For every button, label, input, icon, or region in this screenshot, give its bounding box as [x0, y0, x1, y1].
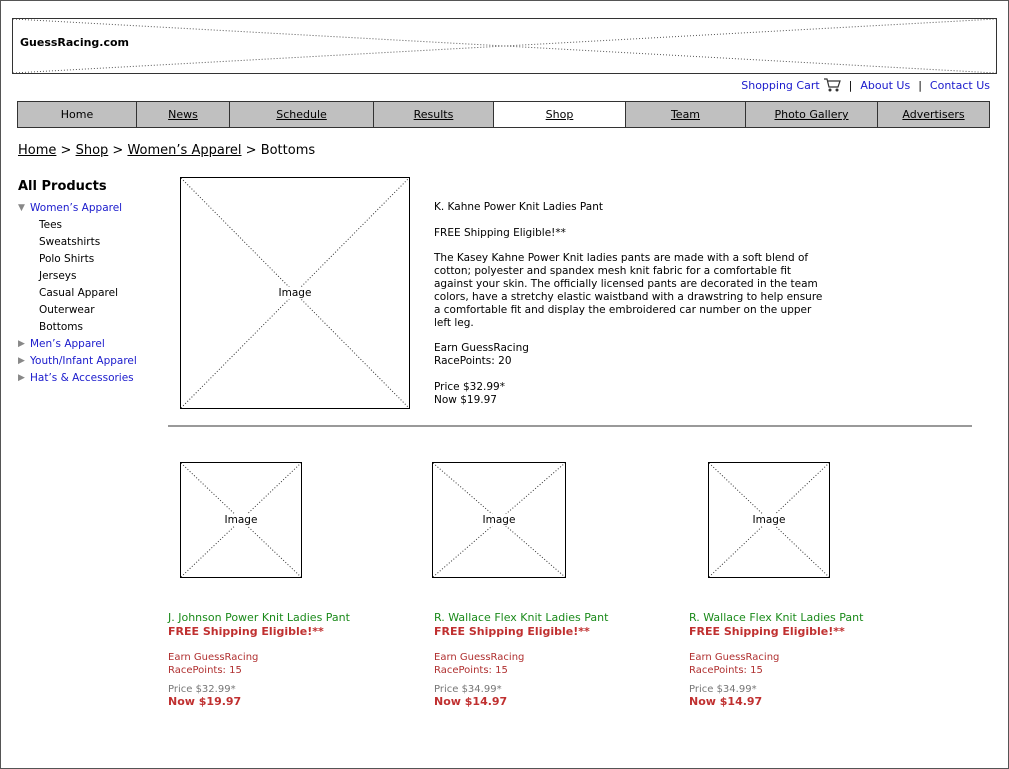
separator: |	[918, 78, 922, 92]
sidebar-link-hats-accessories[interactable]: Hat’s & Accessories	[30, 371, 134, 384]
breadcrumb-shop[interactable]: Shop	[75, 143, 109, 158]
featured-now-price: Now $19.97	[434, 394, 497, 406]
banner-placeholder-x	[13, 19, 996, 73]
product-points: Earn GuessRacing RacePoints: 15	[168, 652, 259, 676]
nav-tab-shop[interactable]: Shop	[494, 102, 626, 127]
product-shipping: FREE Shipping Eligible!**	[434, 625, 590, 638]
sidebar-subitem-casual-apparel[interactable]: Casual Apparel	[39, 286, 118, 299]
product-price: Price $34.99*	[689, 684, 757, 695]
triangle-right-icon[interactable]: ▶	[18, 372, 25, 383]
breadcrumb-home[interactable]: Home	[18, 143, 57, 158]
triangle-right-icon[interactable]: ▶	[18, 338, 25, 349]
separator: |	[848, 78, 853, 92]
contact-us-link[interactable]: Contact Us	[929, 78, 990, 92]
featured-points-link-line2[interactable]: RacePoints: 20	[434, 355, 512, 367]
product-points: Earn GuessRacing RacePoints: 15	[434, 652, 525, 676]
breadcrumb-separator: >	[245, 143, 257, 158]
triangle-down-icon[interactable]: ▼	[18, 202, 25, 213]
breadcrumb-current: Bottoms	[260, 143, 316, 158]
featured-price: Price $32.99*	[434, 381, 505, 393]
site-logo-text[interactable]: GuessRacing.com	[20, 36, 130, 49]
triangle-right-icon[interactable]: ▶	[18, 355, 25, 366]
nav-tab-team[interactable]: Team	[626, 102, 746, 127]
product-card	[434, 611, 608, 708]
sidebar-link-youth-infant-apparel[interactable]: Youth/Infant Apparel	[30, 354, 137, 367]
product-card	[168, 611, 350, 708]
breadcrumb-separator: >	[60, 143, 72, 158]
sidebar-subitem-polo-shirts[interactable]: Polo Shirts	[39, 252, 95, 265]
sidebar-item-womens-apparel[interactable]	[18, 199, 137, 216]
product-image[interactable]	[432, 462, 566, 578]
sidebar-subitem-outerwear[interactable]: Outerwear	[39, 303, 95, 316]
product-name[interactable]: R. Wallace Flex Knit Ladies Pant	[434, 611, 609, 624]
main-nav	[17, 101, 990, 128]
nav-tab-advertisers[interactable]: Advertisers	[878, 102, 989, 127]
sidebar-item-hats-accessories[interactable]	[18, 369, 137, 386]
nav-tab-schedule[interactable]: Schedule	[230, 102, 374, 127]
category-sidebar	[18, 179, 137, 386]
product-shipping: FREE Shipping Eligible!**	[689, 625, 845, 638]
product-name[interactable]: R. Wallace Flex Knit Ladies Pant	[689, 611, 864, 624]
nav-tab-results[interactable]: Results	[374, 102, 494, 127]
image-label: Image	[752, 514, 786, 526]
featured-product-name[interactable]: K. Kahne Power Knit Ladies Pant	[434, 201, 603, 213]
divider	[168, 425, 972, 427]
breadcrumb-separator: >	[112, 143, 124, 158]
product-now-price: Now $14.97	[689, 695, 763, 708]
featured-shipping: FREE Shipping Eligible!**	[434, 227, 566, 239]
sidebar-subitem-bottoms[interactable]: Bottoms	[39, 320, 83, 333]
sidebar-link-womens-apparel[interactable]: Women’s Apparel	[30, 201, 123, 214]
product-name[interactable]: J. Johnson Power Knit Ladies Pant	[168, 611, 350, 624]
featured-points-link-line1[interactable]: Earn GuessRacing	[434, 342, 529, 354]
nav-tab-photo-gallery[interactable]: Photo Gallery	[746, 102, 878, 127]
sidebar-subitem-sweatshirts[interactable]: Sweatshirts	[39, 235, 101, 248]
product-now-price: Now $19.97	[168, 695, 242, 708]
breadcrumb	[18, 143, 315, 158]
shopping-cart-label: Shopping Cart	[741, 78, 820, 92]
product-price: Price $32.99*	[168, 684, 236, 695]
shopping-cart-icon	[823, 77, 841, 93]
featured-description: The Kasey Kahne Power Knit ladies pants are made with a soft blend of cotton; polyester and spandex mesh knit fabric for a comfortable fit against your skin. The officially licensed pants are decorated in the team colors, have a stretchy elastic waistband with a drawstring to help ensure a comfortable fit and display the embroidered car number on the upper left leg.	[434, 252, 823, 329]
product-now-price: Now $14.97	[434, 695, 508, 708]
header-banner	[12, 18, 997, 74]
sidebar-subitem-tees[interactable]: Tees	[39, 218, 63, 231]
featured-product-image[interactable]	[180, 177, 410, 409]
sidebar-link-mens-apparel[interactable]: Men’s Apparel	[30, 337, 105, 350]
sidebar-subitem-jerseys[interactable]: Jerseys	[39, 269, 77, 282]
image-label: Image	[482, 514, 516, 526]
product-image[interactable]	[708, 462, 830, 578]
product-card	[689, 611, 863, 708]
image-label: Image	[278, 287, 312, 299]
nav-tab-news[interactable]: News	[137, 102, 230, 127]
product-image[interactable]	[180, 462, 302, 578]
utility-links	[741, 77, 990, 93]
breadcrumb-womens-apparel[interactable]: Women’s Apparel	[127, 143, 242, 158]
about-us-link[interactable]: About Us	[860, 78, 911, 92]
shopping-cart-link[interactable]	[741, 77, 840, 93]
sidebar-item-youth-infant-apparel[interactable]	[18, 352, 137, 369]
sidebar-title: All Products	[18, 179, 107, 194]
product-points: Earn GuessRacing RacePoints: 15	[689, 652, 780, 676]
product-price: Price $34.99*	[434, 684, 502, 695]
sidebar-item-mens-apparel[interactable]	[18, 335, 137, 352]
image-label: Image	[224, 514, 258, 526]
nav-tab-home[interactable]: Home	[18, 102, 137, 127]
product-shipping: FREE Shipping Eligible!**	[168, 625, 324, 638]
